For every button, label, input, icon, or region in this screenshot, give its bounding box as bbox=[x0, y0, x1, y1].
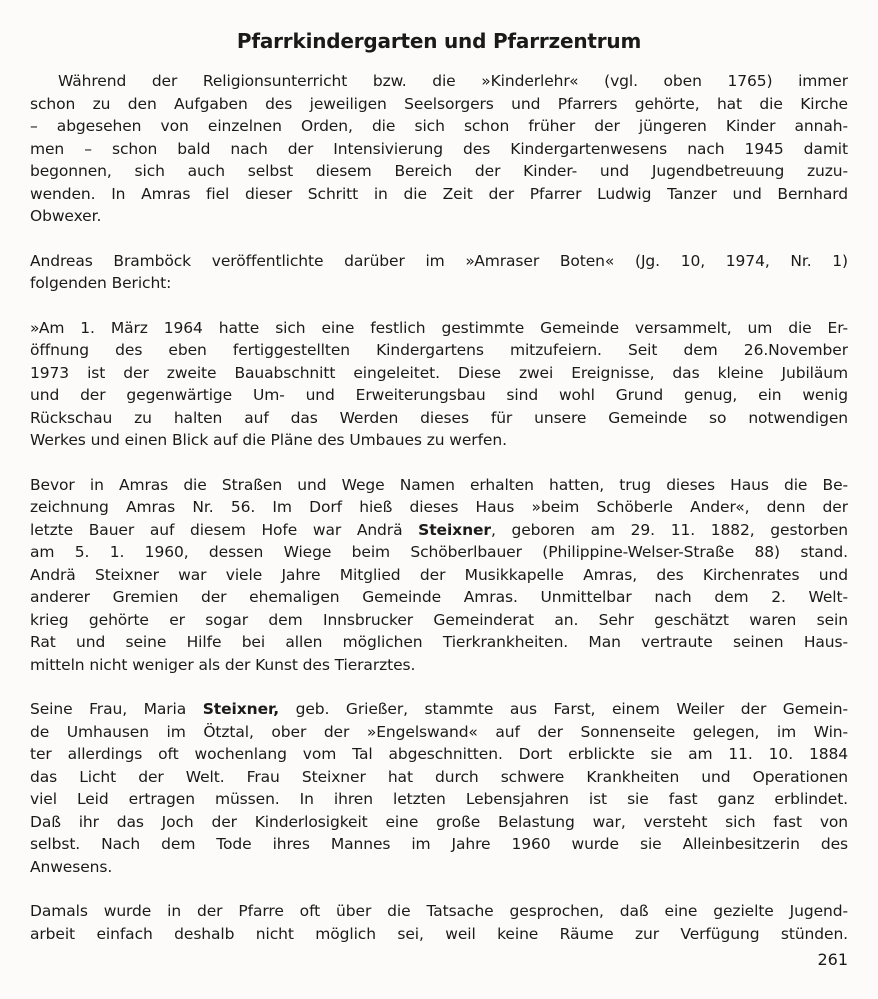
text-segment: mitteln nicht weniger als der Kunst des Tierarztes. bbox=[30, 655, 416, 674]
paragraph bbox=[30, 698, 848, 878]
text-segment: am 5. 1. 1960, dessen Wiege beim Schöberlbauer (Philippine-Welser-Straße 88) stand. bbox=[30, 543, 848, 561]
text-line bbox=[30, 609, 848, 632]
text-segment: Bevor in Amras die Straßen und Wege Namen erhalten hatten, trug dieses Haus die Be- bbox=[30, 475, 848, 494]
text-line bbox=[30, 160, 848, 183]
text-segment: Damals wurde in der Pfarre oft über die Tatsache gesprochen, daß eine gezielte Jugend- bbox=[30, 902, 848, 920]
text-line bbox=[30, 519, 848, 542]
text-segment: 1973 ist der zweite Bauabschnitt eingeleitet. Diese zwei Ereignisse, das kleine Jubiläum bbox=[30, 363, 848, 382]
text-segment: begonnen, sich auch selbst diesem Bereich der Kinder- und Jugendbetreuung zuzu- bbox=[30, 162, 848, 180]
text-segment: folgenden Bericht: bbox=[30, 274, 172, 292]
text-segment: Daß ihr das Joch der Kinderlosigkeit eine große Belastung war, versteht sich fast von bbox=[30, 812, 848, 831]
paragraph bbox=[30, 474, 848, 677]
text-line bbox=[30, 474, 848, 497]
text-line bbox=[30, 250, 848, 273]
text-segment: , geboren am 29. 11. 1882, gestorben bbox=[490, 520, 848, 539]
text-segment: anderer Gremien der ehemaligen Gemeinde Amras. Unmittelbar nach dem 2. Welt- bbox=[30, 588, 848, 606]
paragraph bbox=[30, 70, 848, 228]
text-segment: Andreas Bramböck veröffentlichte darüber im »Amraser Boten« (Jg. 10, 1974, Nr. 1) bbox=[30, 251, 848, 270]
text-line bbox=[30, 788, 848, 811]
text-segment: viel Leid ertragen müssen. In ihren letzten Lebensjahren ist sie fast ganz erblindet. bbox=[30, 790, 848, 808]
text-segment: Rat und seine Hilfe bei allen möglichen Tierkrankheiten. Man vertraute seinen Haus- bbox=[30, 633, 848, 651]
text-segment: Rückschau zu halten auf das Werden dieses für unsere Gemeinde so notwendigen bbox=[30, 408, 848, 427]
text-segment: de Umhausen im Ötztal, ober der »Engelswand« auf der Sonnenseite gelegen, im Win- bbox=[30, 722, 848, 741]
text-line bbox=[30, 654, 848, 677]
page-number: 261 bbox=[817, 950, 848, 969]
text-line bbox=[30, 429, 848, 452]
text-line bbox=[30, 384, 848, 407]
text-segment: Seine Frau, Maria bbox=[30, 700, 203, 718]
text-line bbox=[30, 115, 848, 138]
text-segment: krieg gehörte er sogar dem Innsbrucker Gemeinderat an. Sehr geschätzt waren sein bbox=[30, 610, 848, 629]
text-line bbox=[30, 631, 848, 654]
text-segment: wenden. In Amras fiel dieser Schritt in die Zeit der Pfarrer Ludwig Tanzer und Bernhard bbox=[30, 184, 848, 203]
text-line bbox=[30, 339, 848, 362]
text-segment: öffnung des eben fertiggestellten Kindergartens mitzufeiern. Seit dem 26.November bbox=[30, 341, 848, 359]
text-line bbox=[30, 362, 848, 385]
bold-name: Steixner bbox=[418, 520, 491, 539]
text-segment: und der gegenwärtige Um- und Erweiterungsbau sind wohl Grund genug, ein wenig bbox=[30, 386, 848, 404]
text-line bbox=[30, 93, 848, 116]
text-line bbox=[30, 183, 848, 206]
body-text bbox=[30, 70, 848, 945]
text-segment: men – schon bald nach der Intensivierung des Kindergartenwesens nach 1945 damit bbox=[30, 139, 848, 158]
text-segment: »Am 1. März 1964 hatte sich eine festlich gestimmte Gemeinde versammelt, um die Er- bbox=[30, 318, 848, 337]
text-line bbox=[30, 541, 848, 564]
text-line bbox=[30, 766, 848, 789]
text-line bbox=[30, 743, 848, 766]
page-title: Pfarrkindergarten und Pfarrzentrum bbox=[236, 29, 642, 53]
text-segment: das Licht der Welt. Frau Steixner hat durch schwere Krankheiten und Operationen bbox=[30, 767, 848, 786]
text-line bbox=[30, 138, 848, 161]
text-segment: Anwesens. bbox=[30, 857, 113, 876]
bold-name: Steixner, bbox=[202, 700, 280, 718]
text-line bbox=[30, 698, 848, 721]
text-line bbox=[30, 70, 848, 93]
text-line bbox=[30, 496, 848, 519]
text-line bbox=[30, 586, 848, 609]
text-segment: letzte Bauer auf diesem Hofe war Andrä bbox=[30, 520, 419, 539]
text-segment: Andrä Steixner war viele Jahre Mitglied der Musikkapelle Amras, des Kirchenrates und bbox=[30, 565, 848, 584]
text-line bbox=[30, 407, 848, 430]
text-line bbox=[30, 272, 848, 295]
text-segment: ter allerdings oft wochenlang vom Tal abgeschnitten. Dort erblickte sie am 11. 10. 1884 bbox=[30, 745, 848, 763]
text-line bbox=[30, 317, 848, 340]
text-line bbox=[30, 811, 848, 834]
text-segment: Werkes und einen Blick auf die Pläne des Umbaues zu werfen. bbox=[30, 431, 507, 449]
text-line bbox=[30, 923, 848, 946]
text-segment: zeichnung Amras Nr. 56. Im Dorf hieß dieses Haus »beim Schöberle Ander«, denn der bbox=[30, 498, 848, 516]
text-segment: selbst. Nach dem Tode ihres Mannes im Jahre 1960 wurde sie Alleinbesitzerin des bbox=[30, 835, 848, 853]
text-line bbox=[30, 833, 848, 856]
text-line bbox=[30, 205, 848, 228]
text-line bbox=[30, 856, 848, 879]
text-segment: schon zu den Aufgaben des jeweiligen Seelsorgers und Pfarrers gehörte, hat die Kirche bbox=[30, 94, 848, 113]
paragraph bbox=[30, 250, 848, 295]
paragraph bbox=[30, 900, 848, 945]
text-segment: Während der Religionsunterricht bzw. die »Kinderlehr« (vgl. oben 1765) immer bbox=[58, 72, 848, 90]
text-segment: arbeit einfach deshalb nicht möglich sei, weil keine Räume zur Verfügung stünden. bbox=[30, 924, 848, 943]
text-line bbox=[30, 900, 848, 923]
text-segment: – abgesehen von einzelnen Orden, die sich schon früher der jüngeren Kinder annah- bbox=[30, 117, 848, 135]
paragraph bbox=[30, 317, 848, 452]
text-line bbox=[30, 721, 848, 744]
text-segment: geb. Grießer, stammte aus Farst, einem Weiler der Gemein- bbox=[279, 700, 848, 718]
text-line bbox=[30, 564, 848, 587]
text-segment: Obwexer. bbox=[30, 207, 102, 225]
